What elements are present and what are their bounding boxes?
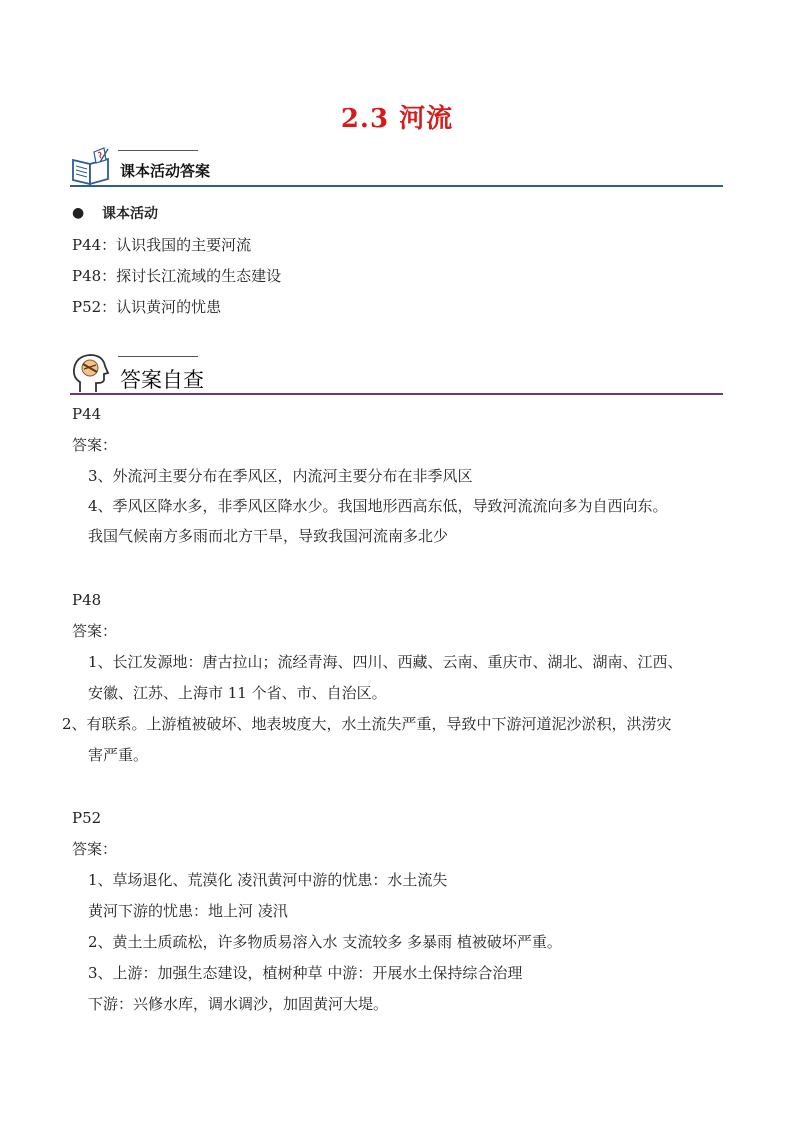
answer-line: 害严重。 <box>88 746 149 764</box>
page-reference: P44 <box>72 405 102 423</box>
section-header-self-check <box>70 352 723 398</box>
answer-label: 答案： <box>72 622 118 640</box>
section-divider <box>70 393 723 395</box>
page-reference: P48 <box>72 591 102 609</box>
section-heading: 课本活动答案 <box>120 162 211 180</box>
answer-line: 1、草场退化、荒漠化 凌汛黄河中游的忧患：水土流失 <box>88 871 448 889</box>
answer-line: 下游：兴修水库，调水调沙，加固黄河大堤。 <box>88 995 389 1013</box>
answer-line: 2、有联系。上游植被破坏、地表坡度大，水土流失严重，导致中下游河道泥沙淤积，洪涝灾 <box>62 715 672 733</box>
answer-line: 黄河下游的忧患：地上河 凌汛 <box>88 902 288 920</box>
answer-line: 安徽、江苏、上海市 11 个省、市、自治区。 <box>88 684 387 702</box>
header-accent-line <box>118 356 198 357</box>
answer-line: 3、外流河主要分布在季风区，内流河主要分布在非季风区 <box>88 467 473 485</box>
thinking-head-icon <box>70 352 114 394</box>
page-reference: P52 <box>72 809 102 827</box>
bullet-dot: ● <box>72 205 85 221</box>
answer-label: 答案： <box>72 840 118 858</box>
answer-line: 2、黄土土质疏松，许多物质易溶入水 支流较多 多暴雨 植被破坏严重。 <box>88 933 562 951</box>
answer-line: 4、季风区降水多，非季风区降水少。我国地形西高东低，导致河流流向多为自西向东。 <box>88 497 668 515</box>
list-item: P52：认识黄河的忧患 <box>72 298 222 316</box>
answer-line: 3、上游：加强生态建设，植树种草 中游：开展水土保持综合治理 <box>88 964 523 982</box>
list-item: P48：探讨长江流域的生态建设 <box>72 267 282 285</box>
answer-line: 1、长江发源地：唐古拉山；流经青海、四川、西藏、云南、重庆市、湖北、湖南、江西、 <box>88 653 683 671</box>
answer-label: 答案： <box>72 436 118 454</box>
list-title: 课本活动 <box>102 206 158 222</box>
header-accent-line <box>118 150 198 151</box>
list-item: P44：认识我国的主要河流 <box>72 236 252 254</box>
section-header-textbook-answers <box>70 146 723 192</box>
answer-line: 我国气候南方多雨而北方干旱，导致我国河流南多北少 <box>88 527 449 545</box>
section-heading: 答案自查 <box>120 368 204 392</box>
page-title: 2.3 河流 <box>340 104 454 134</box>
section-divider <box>70 185 723 187</box>
open-book-icon <box>70 146 114 186</box>
